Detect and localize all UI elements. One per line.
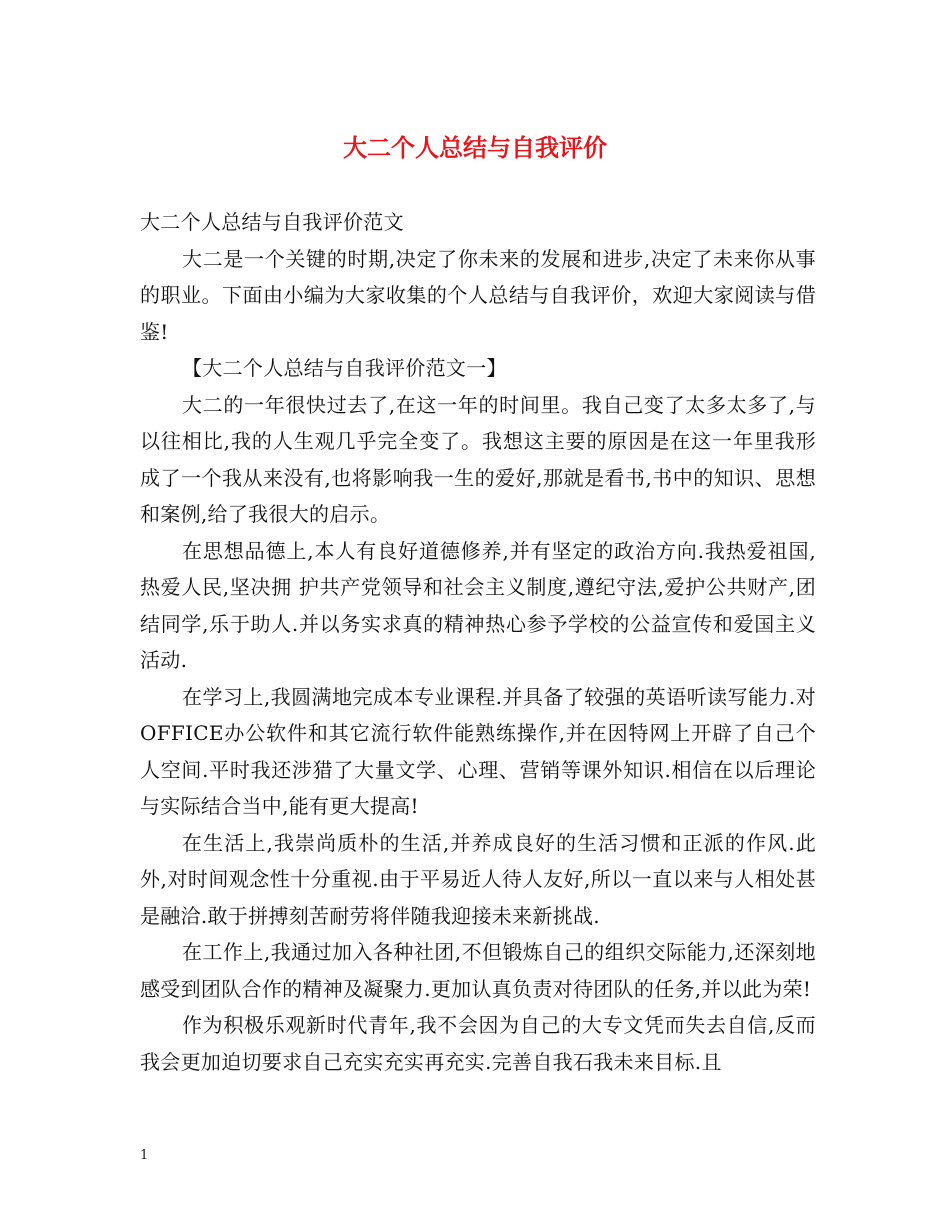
page-number: 1	[140, 1148, 149, 1163]
document-subtitle: 大二个人总结与自我评价范文	[140, 210, 404, 234]
paragraph-outlook: 作为积极乐观新时代青年,我不会因为自己的大专文凭而失去自信,反而我会更加迫切要求自己充实充实再充实.完善自我石我未来目标.且	[140, 1013, 816, 1074]
paragraph-study: 在学习上,我圆满地完成本专业课程.并具备了较强的英语听读写能力.对OFFICE办公软件和其它流行软件能熟练操作,并在因特网上开辟了自己个人空间.平时我还涉猎了大量文学、心理、营销等课外知识.相信在以后理论与实际结合当中,能有更大提高!	[140, 684, 816, 818]
paragraph-intro: 大二是一个关键的时期,决定了你未来的发展和进步,决定了未来你从事的职业。下面由小编为大家收集的个人总结与自我评价，欢迎大家阅读与借鉴!	[140, 246, 816, 344]
paragraph-work: 在工作上,我通过加入各种社团,不但锻炼自己的组织交际能力,还深刻地感受到团队合作的精神及凝聚力.更加认真负责对待团队的任务,并以此为荣!	[140, 940, 816, 1001]
section-heading: 【大二个人总结与自我评价范文一】	[182, 356, 507, 380]
document-body	[140, 204, 816, 1080]
document-title: 大二个人总结与自我评价	[343, 134, 607, 162]
paragraph-life: 在生活上,我崇尚质朴的生活,并养成良好的生活习惯和正派的作风.此外,对时间观念性十分重视.由于平易近人待人友好,所以一直以来与人相处甚是融洽.敢于拼搏刻苦耐劳将伴随我迎接未来新挑战.	[140, 830, 816, 928]
paragraph-overview: 大二的一年很快过去了,在这一年的时间里。我自己变了太多太多了,与以往相比,我的人生观几乎完全变了。我想这主要的原因是在这一年里我形成了一个我从来没有,也将影响我一生的爱好,那就是看书,书中的知识、思想和案例,给了我很大的启示。	[140, 392, 816, 526]
paragraph-morality: 在思想品德上,本人有良好道德修养,并有坚定的政治方向.我热爱祖国,热爱人民,坚决拥 护共产党领导和社会主义制度,遵纪守法,爱护公共财产,团结同学,乐于助人.并以务实求真的精神热心参予学校的公益宣传和爱国主义活动.	[140, 538, 816, 672]
